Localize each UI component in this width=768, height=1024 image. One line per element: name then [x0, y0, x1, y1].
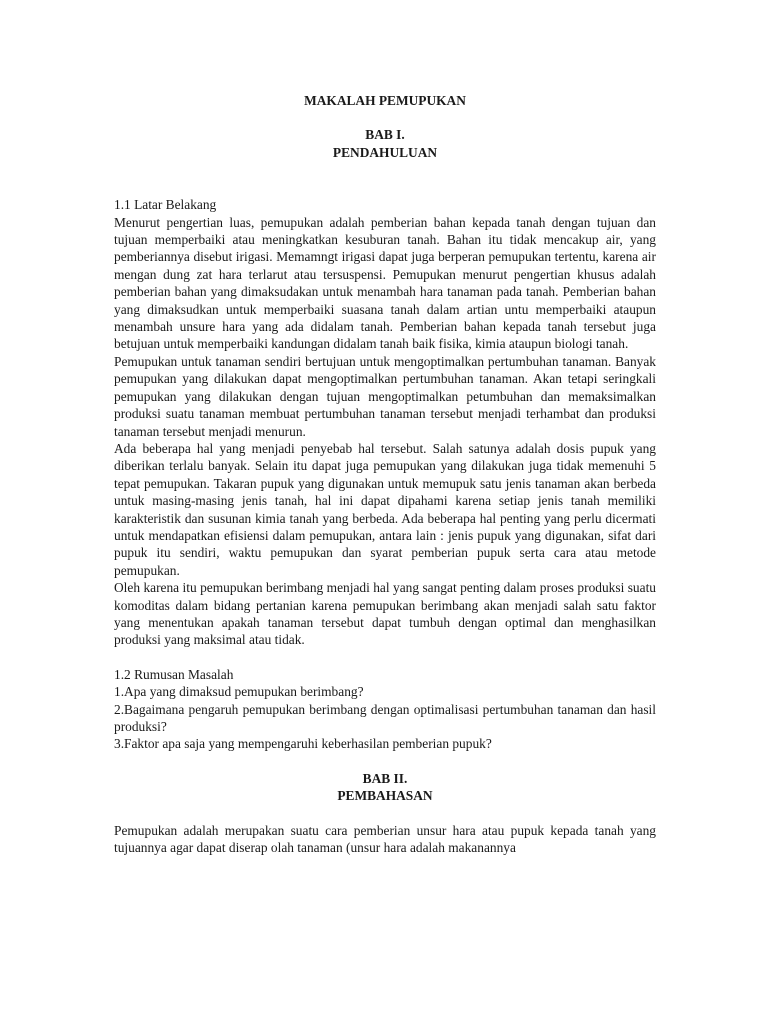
paragraph: Menurut pengertian luas, pemupukan adalah pemberian bahan kepada tanah dengan tujuan dan tujuan memperbaiki atau meningkatkan kesuburan tanah. Bahan itu tidak mencakup air, yang pemberiannya disebut irigasi. Memamngt irigasi dapat juga berperan pemupukan tertentu, karena air mengan dung zat hara terlarut atau tersuspensi. Pemupukan menurut pengertian khusus adalah pemberian bahan yang dimaksudakan untuk menambah hara tanaman pada tanah. Pemberian bahan yang dimaksudkan untuk memperbaiki suasana tanah dalam artian untu memperbaiki ataupun menambah unsure hara yang ada didalam tanah. Pemberian bahan kepada tanah tersebut juga betujuan untuk memperbaiki kandungan didalam tanah baik fisika, kimia ataupun biologi tanah.: [114, 214, 656, 352]
document-title: MAKALAH PEMUPUKAN: [304, 93, 466, 108]
paragraph: Oleh karena itu pemupukan berimbang menjadi hal yang sangat penting dalam proses produksi suatu komoditas dalam bidang pertanian karena pemupukan berimbang akan menjadi salah satu faktor yang menentukan apakah tanaman tersebut dapat tumbuh dengan optimal dan menghasilkan produksi yang maksimal atau tidak.: [114, 580, 656, 648]
section-heading-rumusan-masalah: 1.2 Rumusan Masalah: [114, 666, 234, 682]
chapter-1-name: PENDAHULUAN: [332, 144, 438, 160]
chapter-2-label: BAB II.: [362, 770, 408, 786]
list-item: 3.Faktor apa saja yang mempengaruhi keberhasilan pemberian pupuk?: [114, 736, 492, 752]
chapter-2-name: PEMBAHASAN: [337, 788, 433, 804]
list-item: 1.Apa yang dimaksud pemupukan berimbang?: [114, 684, 364, 700]
document-page: [114, 92, 656, 856]
paragraph: Ada beberapa hal yang menjadi penyebab hal tersebut. Salah satunya adalah dosis pupuk yang diberikan terlalu banyak. Selain itu dapat juga pemupukan yang dilakukan juga tidak memenuhi 5 tepat pemupukan. Takaran pupuk yang digunakan untuk memupuk satu jenis tanaman akan berbeda untuk masing-masing jenis tanah, hal ini dapat dipahami karena setiap jenis tanah memiliki karakteristik dan susunan kimia tanah yang berbeda. Ada beberapa hal penting yang perlu dicermati untuk mendapatkan efisiensi dalam pemupukan, antara lain : jenis pupuk yang digunakan, sifat dari pupuk itu sendiri, waktu pemupukan dan syarat pemberian pupuk serta cara atau metode pemupukan.: [114, 440, 656, 578]
list-item: 2.Bagaimana pengaruh pemupukan berimbang dengan optimalisasi pertumbuhan tanaman dan hasil produksi?: [114, 701, 656, 734]
paragraph: Pemupukan adalah merupakan suatu cara pemberian unsur hara atau pupuk kepada tanah yang tujuannya agar dapat diserap olah tanaman (unsur hara adalah makanannya: [114, 822, 656, 856]
chapter-1-label: BAB I.: [365, 127, 405, 143]
paragraph: Pemupukan untuk tanaman sendiri bertujuan untuk mengoptimalkan pertumbuhan tanaman. Banyak pemupukan yang dilakukan dapat mengoptimalkan pertumbuhan tanaman. Akan tetapi seringkali pemupukan yang dilakukan dengan tujuan mengoptimalkan petumbuhan dan memaksimalkan produksi suatu tanaman membuat pertumbuhan tanaman tersebut menjadi terhambat dan produksi tanaman tersebut menjadi menurun.: [114, 353, 656, 439]
section-heading-latar-belakang: 1.1 Latar Belakang: [114, 197, 217, 213]
